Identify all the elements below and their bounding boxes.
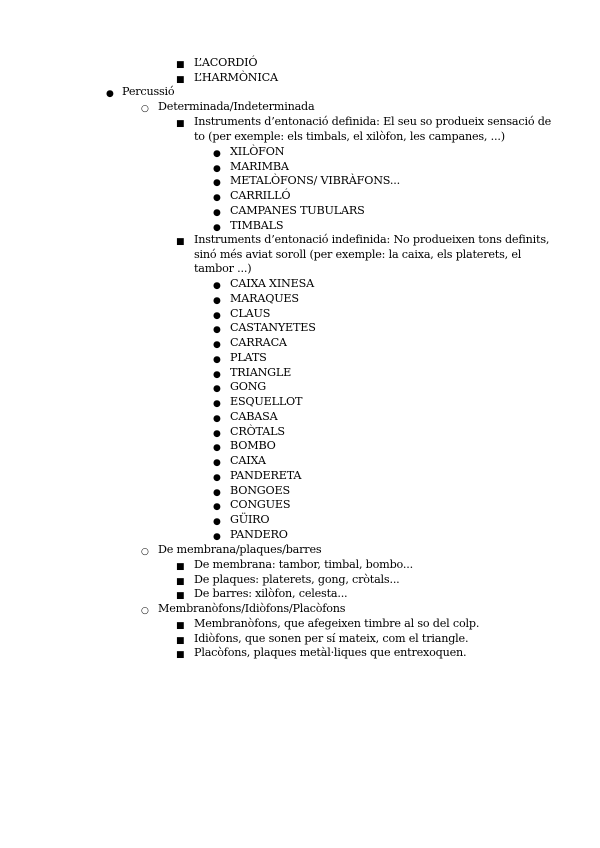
disc-bullet-icon: ● (213, 531, 221, 542)
list-item: PLATS (230, 350, 267, 364)
subsection-heading: Membranòfons/Idiòfons/Placòfons (158, 602, 346, 615)
disc-bullet-icon: ● (213, 149, 221, 159)
list-item: GÜIRO (230, 513, 270, 526)
disc-bullet-icon: ● (213, 310, 221, 321)
disc-bullet-icon: ● (213, 163, 221, 174)
square-bullet-icon: ■ (176, 576, 185, 587)
indefinida-text-line2: sinó més aviat soroll (per exemple: la caixa, els platerets, el (194, 248, 522, 261)
disc-bullet-icon: ● (106, 89, 114, 99)
list-item: De plaques: platerets, gong, cròtals... (194, 572, 400, 586)
list-item: METALÒFONS/ VIBRÀFONS... (230, 174, 400, 188)
list-item: PANDERO (230, 527, 288, 541)
disc-bullet-icon: ● (213, 354, 221, 365)
definida-text-line1: Instruments d’entonació definida: El seu so produeix sensació de (194, 115, 552, 128)
list-item: TRIANGLE (230, 365, 292, 379)
circle-bullet-icon: ○ (141, 606, 149, 616)
disc-bullet-icon: ● (213, 207, 221, 218)
list-item: BOMBO (230, 439, 276, 453)
list-item: De membrana: tambor, timbal, bombo... (194, 558, 413, 571)
disc-bullet-icon: ● (213, 428, 221, 439)
list-item: CLAUS (230, 306, 271, 320)
list-item: De barres: xilòfon, celesta... (194, 587, 348, 601)
list-item: PANDERETA (230, 468, 302, 482)
disc-bullet-icon: ● (213, 472, 221, 483)
list-item: MARIMBA (230, 159, 289, 173)
list-item: CARRACA (230, 336, 287, 349)
disc-bullet-icon: ● (213, 281, 221, 291)
disc-bullet-icon: ● (213, 295, 221, 306)
list-item: MARAQUES (230, 291, 299, 305)
disc-bullet-icon: ● (213, 384, 221, 395)
disc-bullet-icon: ● (213, 325, 221, 336)
list-item: CASTANYETES (230, 321, 316, 335)
list-item: Placòfons, plaques metàl·liques que entrexoquen. (194, 646, 467, 660)
disc-bullet-icon: ● (213, 399, 221, 409)
disc-bullet-icon: ● (213, 502, 221, 513)
disc-bullet-icon: ● (213, 193, 221, 204)
square-bullet-icon: ■ (176, 119, 185, 129)
list-item: CARRILLÓ (230, 189, 291, 203)
list-item: CONGUES (230, 498, 291, 512)
list-item: CAIXA (230, 454, 266, 467)
disc-bullet-icon: ● (213, 178, 221, 189)
square-bullet-icon: ■ (176, 60, 185, 70)
list-item: XILÒFON (230, 145, 285, 158)
square-bullet-icon: ■ (176, 621, 185, 631)
disc-bullet-icon: ● (213, 458, 221, 468)
square-bullet-icon: ■ (176, 237, 185, 247)
circle-bullet-icon: ○ (141, 104, 149, 114)
list-item: CRÒTALS (230, 424, 285, 438)
list-item: Membranòfons, que afegeixen timbre al so del colp. (194, 617, 480, 630)
list-item: BONGOES (230, 483, 290, 497)
square-bullet-icon: ■ (176, 650, 185, 661)
disc-bullet-icon: ● (213, 487, 221, 498)
square-bullet-icon: ■ (176, 75, 185, 85)
square-bullet-icon: ■ (176, 591, 185, 602)
subsection-heading: De membrana/plaques/barres (158, 543, 322, 556)
list-item: GONG (230, 380, 267, 394)
disc-bullet-icon: ● (213, 340, 221, 350)
disc-bullet-icon: ● (213, 369, 221, 380)
disc-bullet-icon: ● (213, 413, 221, 424)
indefinida-text-line3: tambor ...) (194, 262, 252, 275)
list-item: TIMBALS (230, 218, 284, 232)
subsection-heading: Determinada/Indeterminada (158, 100, 315, 113)
list-item: ESQUELLOT (230, 395, 303, 408)
disc-bullet-icon: ● (213, 517, 221, 527)
list-item: CAIXA XINESA (230, 277, 314, 290)
disc-bullet-icon: ● (213, 222, 221, 233)
definida-text-line2: to (per exemple: els timbals, el xilòfon, les campanes, ...) (194, 130, 505, 143)
square-bullet-icon: ■ (176, 562, 185, 572)
list-item: Idiòfons, que sonen per sí mateix, com el triangle. (194, 631, 469, 645)
list-item: CAMPANES TUBULARS (230, 203, 365, 217)
section-heading: Percussió (122, 85, 175, 98)
list-item: L’HARMÒNICA (194, 71, 278, 84)
disc-bullet-icon: ● (213, 443, 221, 454)
square-bullet-icon: ■ (176, 635, 185, 646)
circle-bullet-icon: ○ (141, 547, 149, 557)
list-item: CABASA (230, 409, 278, 423)
list-item: L’ACORDIÓ (194, 56, 258, 69)
indefinida-text-line1: Instruments d’entonació indefinida: No produeixen tons definits, (194, 233, 550, 246)
